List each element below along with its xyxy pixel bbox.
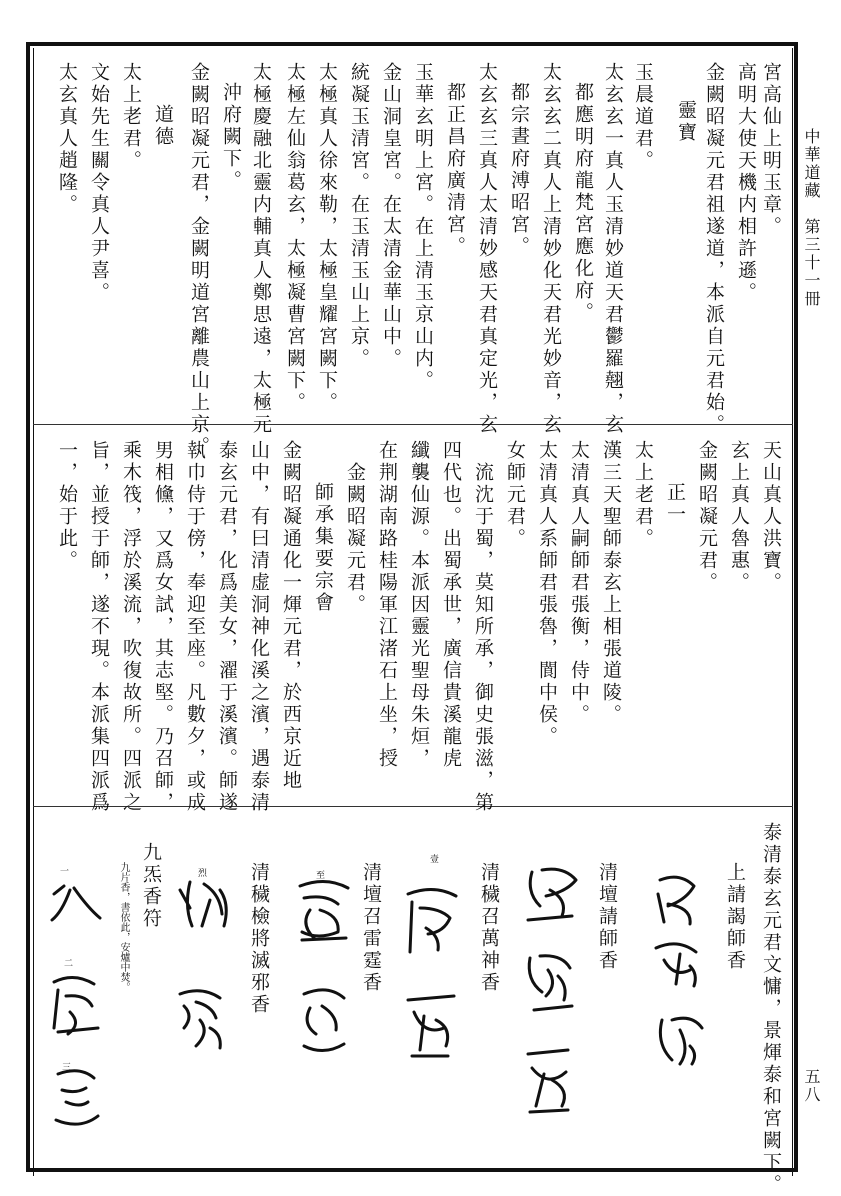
section-heading: 正一 <box>664 482 686 526</box>
text-column: 太上老君。 <box>120 62 142 172</box>
talisman-glyph <box>520 860 584 1130</box>
text-column: 太極慶融北靈内輔真人鄭思遠，太極元 <box>250 62 272 436</box>
text-column: 太清真人嗣師君張衡，侍中。 <box>568 440 590 726</box>
text-column: 漢三天聖師泰玄上相張道陵。 <box>600 440 622 726</box>
talisman-glyph <box>170 870 240 1070</box>
text-column: 太清真人系師君張魯，閬中侯。 <box>536 440 558 748</box>
talisman-title: 九炁香符 <box>140 842 162 930</box>
text-column: 沖府闕下。 <box>220 82 242 192</box>
text-column: 太玄玄一真人玉清妙道天君鬱羅翹，玄 <box>602 62 624 436</box>
text-column: 宮高仙上明玉章。 <box>760 62 782 238</box>
talisman-title: 清壇請師香 <box>596 862 618 972</box>
section-heading: 師承集要宗會 <box>312 482 334 614</box>
book-title: 中華道藏 第三十一冊 <box>802 128 821 308</box>
text-column: 旨，並授于師，遂不現。本派集四派爲 <box>88 440 110 814</box>
register-divider-1 <box>33 424 793 425</box>
talisman-mark: 二 <box>64 959 74 969</box>
text-column: 乘木筏，浮於溪流，吹復故所。四派之 <box>120 440 142 814</box>
text-column: 都宗晝府溥昭宮。 <box>508 82 530 258</box>
register-divider-2 <box>33 806 793 807</box>
text-column: 執巾侍于傍，奉迎至座。凡數夕，或成 <box>184 440 206 814</box>
talisman-title: 清壇召雷霆香 <box>360 862 382 994</box>
text-column: 四代也。出蜀承世，廣信貴溪龍虎 <box>440 440 462 770</box>
text-column: 一，始于此。 <box>56 440 78 572</box>
text-column: 文始先生關令真人尹喜。 <box>88 62 110 304</box>
text-column: 在荆湖南路桂陽軍江渚石上坐，授 <box>376 440 398 770</box>
talisman-mark: 至 <box>316 871 326 881</box>
text-column: 男相儵，又爲女試，其志堅。乃召師， <box>152 440 174 814</box>
text-column: 金闕昭凝元君。 <box>696 440 718 594</box>
text-column: 山中，有曰清虚洞神化溪之濱，遇泰清 <box>248 440 270 814</box>
talisman-mark: 三 <box>62 1063 72 1073</box>
talisman-title: 上請謁師香 <box>724 862 746 972</box>
section-heading: 靈寶 <box>675 100 697 144</box>
text-column: 太玄玄三真人太清妙感天君真定光，玄 <box>476 62 498 436</box>
section-heading: 道德 <box>152 104 174 148</box>
text-column: 都正昌府廣清宮。 <box>444 82 466 258</box>
text-column: 天山真人洪寶。 <box>760 440 782 594</box>
text-column: 泰玄元君，化爲美女，濯于溪濱。師遂 <box>216 440 238 814</box>
text-column: 金闕昭凝通化一煇元君，於西京近地 <box>280 440 302 792</box>
text-column: 金闕昭凝元君祖遂道，本派自元君始。 <box>703 62 725 436</box>
text-column: 金闕昭凝元君，金闕明道宮離農山上京。 <box>188 62 210 458</box>
text-column: 高明大使天機内相許遜。 <box>735 62 757 304</box>
talisman-mark: 壹 <box>430 855 440 865</box>
text-column: 太玄玄二真人上清妙化天君光妙音，玄 <box>540 62 562 436</box>
text-column: 都應明府龍梵宮應化府。 <box>572 82 594 324</box>
text-column: 金闕昭凝元君。 <box>344 462 366 616</box>
talisman-mark: 一 <box>60 867 70 877</box>
text-column: 太上老君。 <box>632 440 654 550</box>
text-column: 玉晨道君。 <box>632 62 654 172</box>
text-column: 金山洞皇宮。在太清金華山中。 <box>380 62 402 370</box>
text-column: 太玄真人趙隆。 <box>56 62 78 216</box>
text-column: 泰清泰玄元君文慵，景煇泰和宮闕下。 <box>760 822 782 1196</box>
talisman-title: 清穢檢將滅邪香 <box>248 862 270 1016</box>
text-column: 玉華玄明上宮。在上清玉京山内。 <box>412 62 434 392</box>
text-column: 玄上真人魯惠。 <box>728 440 750 594</box>
text-column: 太極左仙翁葛玄，太極凝曹宮闕下。 <box>284 62 306 414</box>
text-column: 太極真人徐來勒，太極皇耀宮闕下。 <box>316 62 338 414</box>
talisman-title: 清穢召萬神香 <box>478 862 500 994</box>
talisman-glyph <box>650 870 710 1070</box>
text-column: 纖襲仙源。本派因靈光聖母朱烜， <box>408 440 430 770</box>
page-number: 五八 <box>802 1068 821 1104</box>
talisman-glyph <box>44 862 114 1132</box>
text-column: 女師元君。 <box>504 440 526 550</box>
talisman-glyph <box>400 880 464 1080</box>
text-column: 流沈于蜀，莫知所承，御史張滋，第 <box>472 462 494 814</box>
talisman-note: 九片香，書依此，安爐中焚。 <box>118 862 129 992</box>
talisman-glyph <box>290 870 360 1070</box>
talisman-mark: 烈 <box>198 869 208 879</box>
text-column: 統凝玉清宮。在玉清玉山上京。 <box>348 62 370 370</box>
